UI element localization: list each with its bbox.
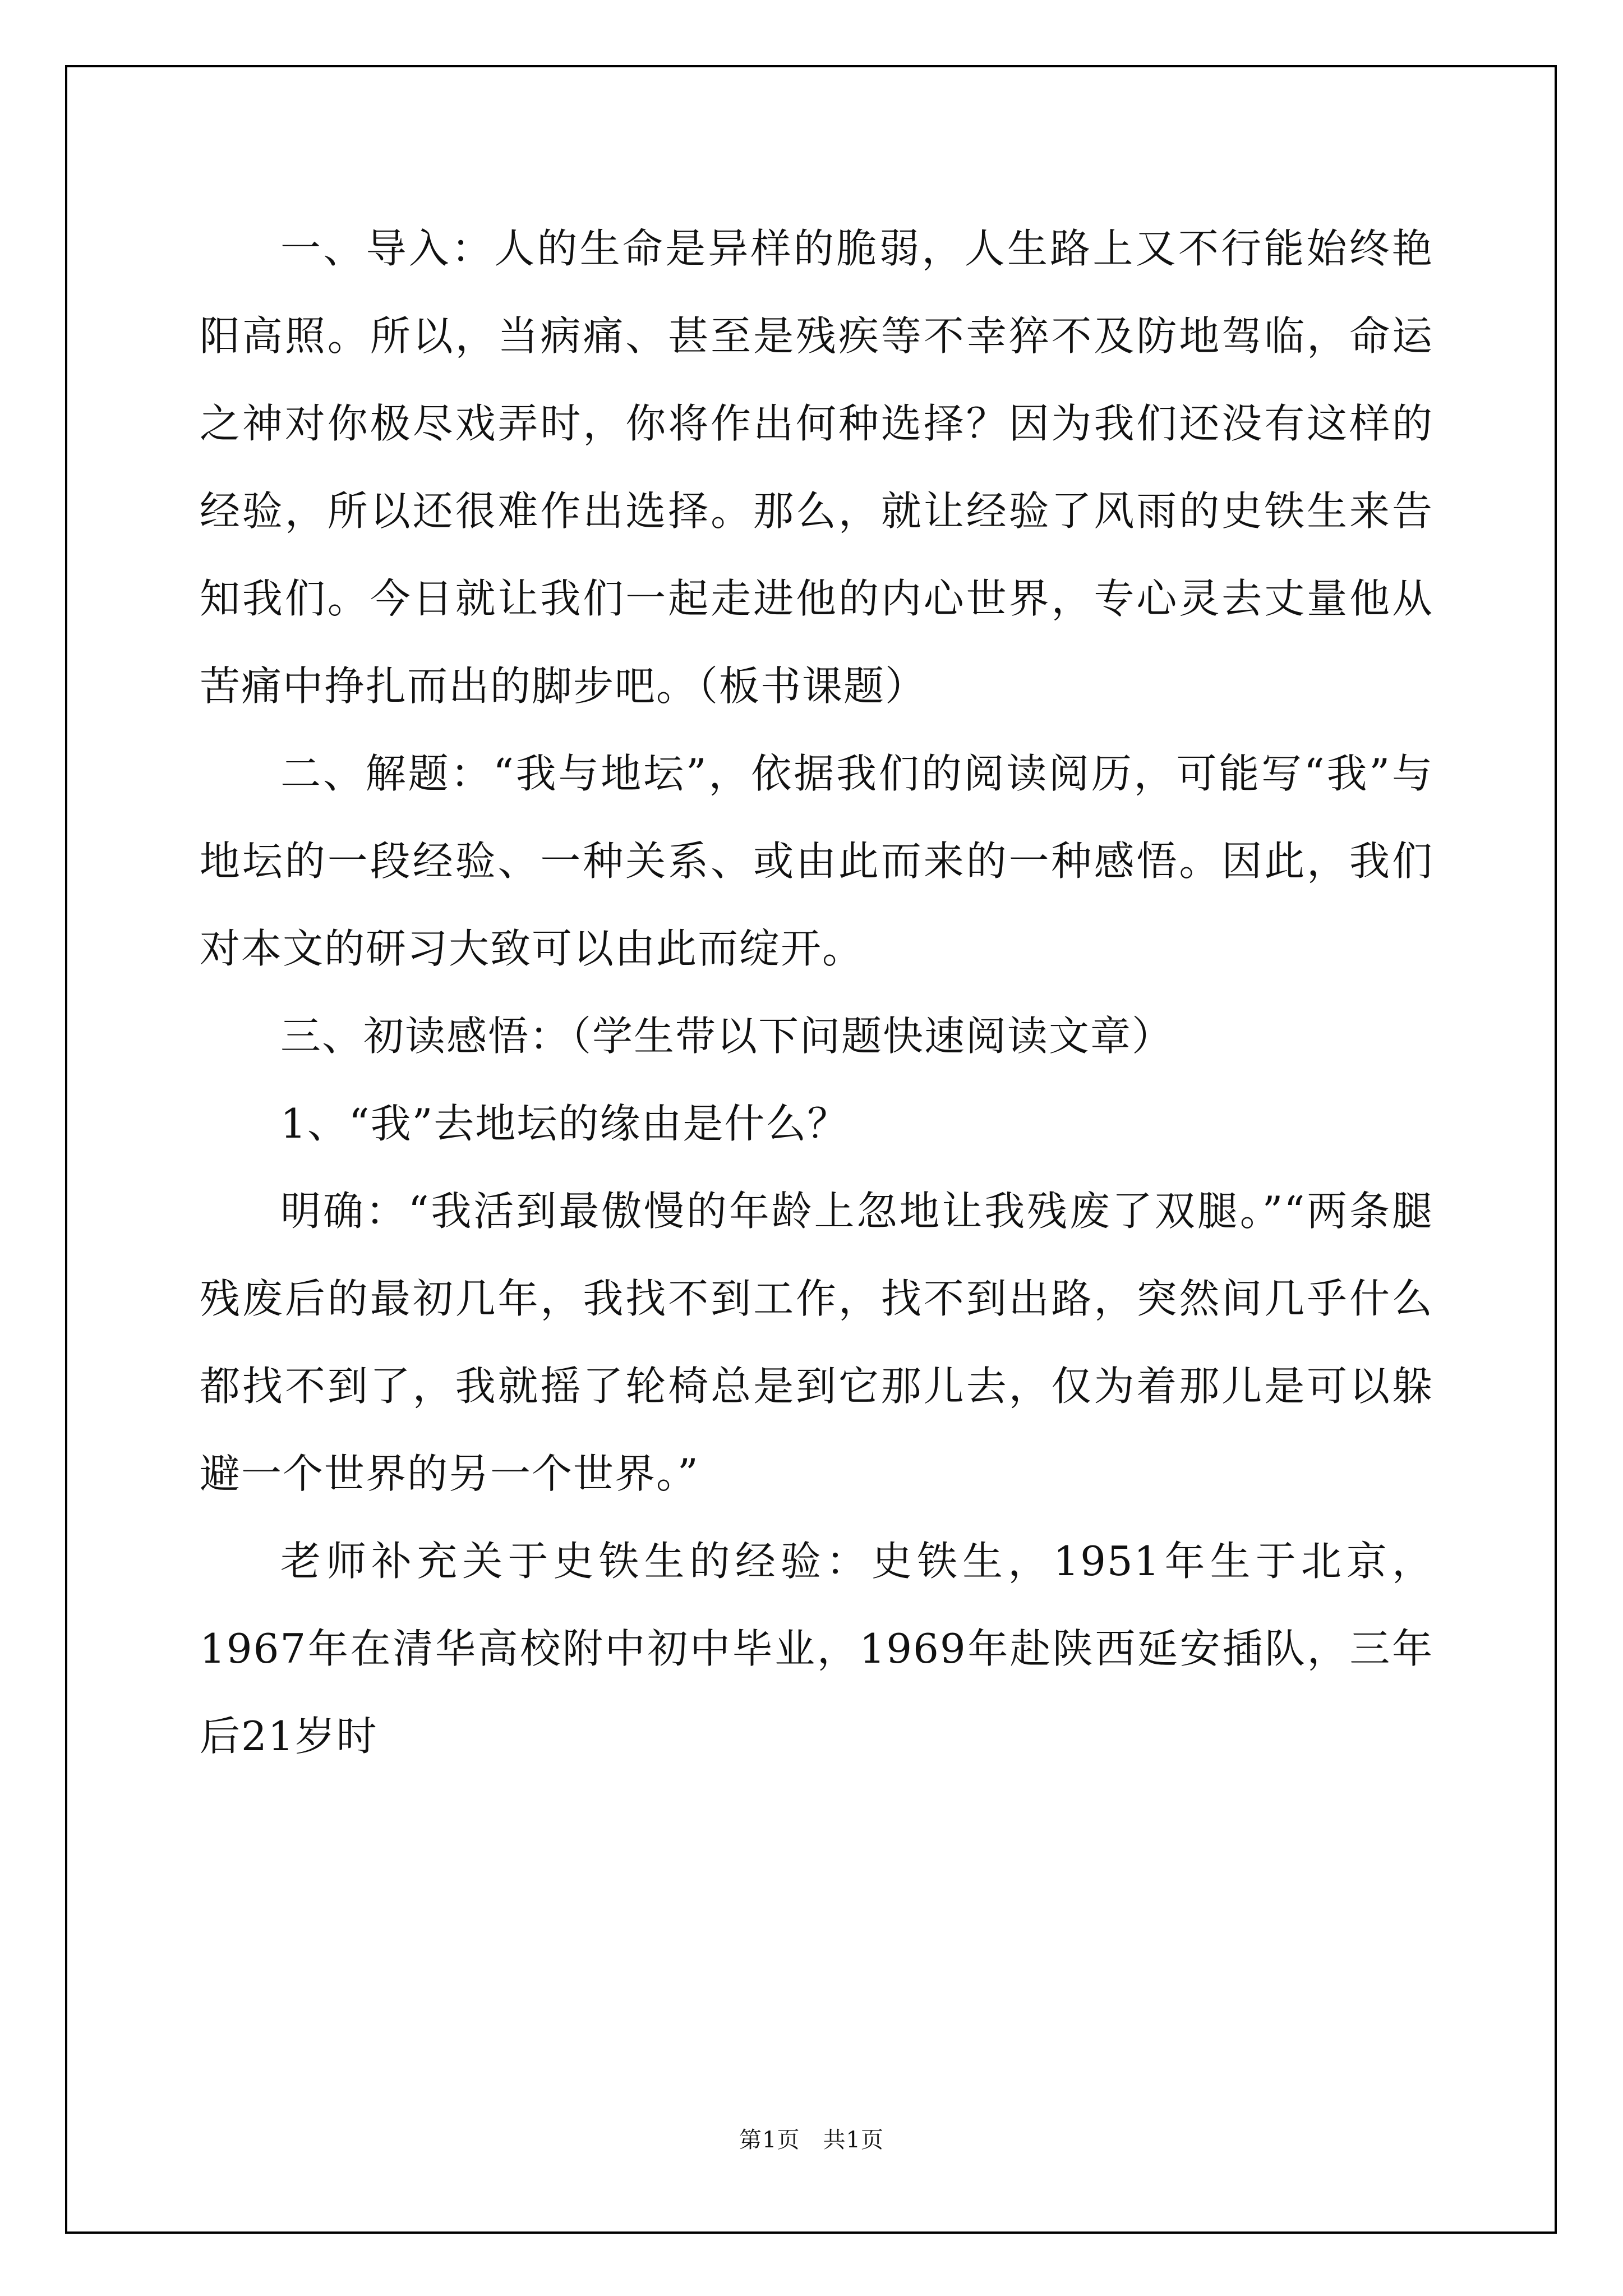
paragraph-question-1: 1、“我”去地坛的缘由是什么？ — [280, 1100, 849, 1147]
page-footer: 第1页 共1页 — [739, 2127, 884, 2153]
document-body — [200, 205, 1433, 1780]
paragraph-first-reading: 三、初读感悟：（学生带以下问题快速阅读文章） — [280, 1013, 1174, 1060]
paragraph-introduction: 一、导入：人的生命是异样的脆弱，人生路上又不行能始终艳阳高照。所以，当病痛、甚至是残疾等不幸猝不及防地驾临，命运之神对你极尽戏弄时，你将作出何种选择？因为我们还没有这样的经验，所以还很难作出选择。那么，就让经验了风雨的史铁生来告知我们。今日就让我们一起走进他的内心世界，专心灵去丈量他从苦痛中挣扎而出的脚步吧。（板书课题） — [200, 225, 1433, 710]
paragraph-teacher-note: 老师补充关于史铁生的经验：史铁生，1951年生于北京，1967年在清华高校附中初中毕业，1969年赴陕西延安插队，三年后21岁时 — [200, 1538, 1433, 1760]
paragraph-answer: 明确：“我活到最傲慢的年龄上忽地让我残废了双腿。”“两条腿残废后的最初几年，我找不到工作，找不到出路，突然间几乎什么都找不到了，我就摇了轮椅总是到它那儿去，仅为着那儿是可以躲避一个世界的另一个世界。” — [200, 1188, 1433, 1497]
paragraph-title-analysis: 二、解题：“我与地坛”，依据我们的阅读阅历，可能写“我”与地坛的一段经验、一种关系、或由此而来的一种感悟。因此，我们对本文的研习大致可以由此而绽开。 — [200, 750, 1433, 972]
